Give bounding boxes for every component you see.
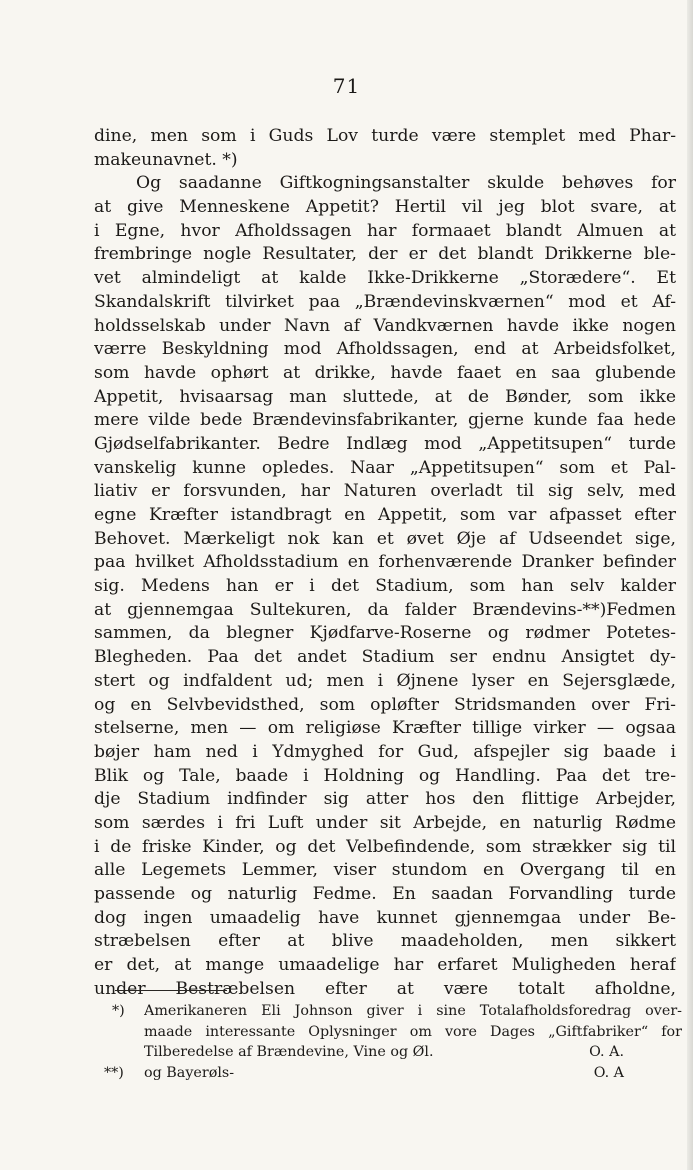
text-line: dje Stadium indfinder sig atter hos den flittige Arbejder, <box>94 789 676 810</box>
footnote-divider <box>115 990 227 991</box>
text-line: passende og naturlig Fedme. En saadan Forvandling turde <box>94 884 676 904</box>
text-line: under Bestræbelsen efter at være totalt afholdne, <box>94 978 676 999</box>
footnote-signature: O. A <box>593 1064 624 1081</box>
text-line: stert og indfaldent ud; men i Øjnene lyser en Sejersglæde, <box>94 670 676 691</box>
footnote-marker: **) <box>104 1064 124 1081</box>
text-line: Og saadanne Giftkogningsanstalter skulde behøves for <box>136 173 676 194</box>
text-line: er det, at mange umaadelige har erfaret Muligheden heraf <box>94 955 676 976</box>
text-line: Blik og Tale, baade i Holdning og Handling. Paa det tre- <box>94 765 676 786</box>
text-line: frembringe nogle Resultater, der er det blandt Drikkerne ble- <box>94 244 676 265</box>
text-line: og en Selvbevidsthed, som opløfter Stridsmanden over Fri- <box>94 694 676 715</box>
text-line: som særdes i fri Luft under sit Arbejde, en naturlig Rødme <box>94 812 676 833</box>
footnote-line: maade interessante Oplysninger om vore Dages „Giftfabriker“ for <box>144 1023 682 1040</box>
text-line: Gjødselfabrikanter. Bedre Indlæg mod „Appetitsupen“ turde <box>94 433 676 454</box>
text-line: dine, men som i Guds Lov turde være stemplet med Phar- <box>94 126 676 146</box>
text-line: værre Beskyldning mod Afholdssagen, end at Arbeidsfolket, <box>94 339 676 360</box>
text-line: Skandalskrift tilvirket paa „Brændevinskværnen“ mod et Af- <box>94 291 676 312</box>
text-line: sig. Medens han er i det Stadium, som han selv kalder <box>94 576 676 597</box>
main-text <box>94 125 676 1001</box>
text-line: som havde ophørt at drikke, havde faaet en saa glubende <box>94 362 676 383</box>
text-line: liativ er forsvunden, har Naturen overladt til sig selv, med <box>94 481 676 502</box>
footnote-marker: *) <box>112 1003 125 1019</box>
text-line: vet almindeligt at kalde Ikke-Drikkerne „Storædere“. Et <box>94 268 676 289</box>
footnote-line: Amerikaneren Eli Johnson giver i sine Totalafholdsforedrag over- <box>144 1003 682 1019</box>
page-edge-shadow <box>687 0 693 1170</box>
footnote-2 <box>104 1063 682 1084</box>
text-line: egne Kræfter istandbragt en Appetit, som var afpasset efter <box>94 505 676 525</box>
text-line: sammen, da blegner Kjødfarve-Roserne og rødmer Potetes- <box>94 623 676 644</box>
text-line: i Egne, hvor Afholdssagen har formaaet blandt Almuen at <box>94 220 676 241</box>
text-line: Behovet. Mærkeligt nok kan et øvet Øje af Udseendet sige, <box>94 528 676 549</box>
footnote-1 <box>112 1001 682 1063</box>
footnote-line: og Bayerøls- <box>144 1064 235 1081</box>
text-line: dog ingen umaadelig have kunnet gjennemgaa under Be- <box>94 907 676 928</box>
footnotes <box>104 1001 682 1083</box>
text-line: stræbelsen efter at blive maadeholden, men sikkert <box>94 931 676 952</box>
text-line: at give Menneskene Appetit? Hertil vil jeg blot svare, at <box>94 197 676 218</box>
text-line: vanskelig kunne opledes. Naar „Appetitsupen“ som et Pal- <box>94 457 676 478</box>
footnote-line-with-signature <box>144 1042 682 1063</box>
text-line: makeunavnet. *) <box>94 149 238 170</box>
footnote-line-with-signature <box>144 1063 682 1084</box>
text-line: paa hvilket Afholdsstadium en forhenværende Dranker befinder <box>94 552 676 573</box>
text-line: i de friske Kinder, og det Velbefindende, som strækker sig til <box>94 836 676 857</box>
text-line: bøjer ham ned i Ydmyghed for Gud, afspejler sig baade i <box>94 741 676 762</box>
text-line: Blegheden. Paa det andet Stadium ser endnu Ansigtet dy- <box>94 647 676 668</box>
footnote-signature: O. A. <box>589 1044 624 1060</box>
text-line: mere vilde bede Brændevinsfabrikanter, gjerne kunde faa hede <box>94 410 676 431</box>
text-line: alle Legemets Lemmer, viser stundom en Overgang til en <box>94 860 676 881</box>
footnote-line: Tilberedelse af Brændevine, Vine og Øl. <box>144 1044 434 1060</box>
text-line: at gjennemgaa Sultekuren, da falder Brændevins-**)Fedmen <box>94 599 676 620</box>
text-line: holdsselskab under Navn af Vandkværnen havde ikke nogen <box>94 315 676 336</box>
text-line: stelserne, men — om religiøse Kræfter tillige virker — ogsaa <box>94 718 676 739</box>
page-number: 71 <box>332 74 361 98</box>
text-line: Appetit, hvisaarsag man sluttede, at de Bønder, som ikke <box>94 386 676 407</box>
